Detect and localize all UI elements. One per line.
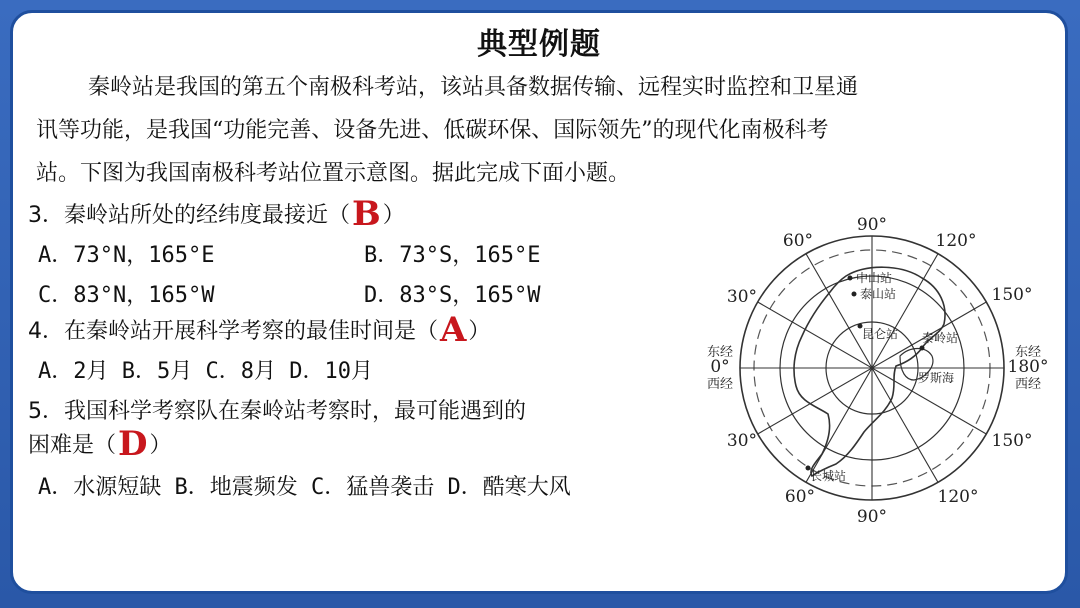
- intro-paragraph: [36, 66, 1036, 195]
- question-4-stem: 4．在秦岭站开展科学考察的最佳时间是（A）: [28, 310, 491, 350]
- question-4-options: A．2月 B．5月 C．8月 D．10月: [38, 359, 373, 384]
- intro-line-2: 讯等功能，是我国“功能完善、设备先进、低碳环保、国际领先”的现代化南极科考: [36, 118, 829, 143]
- antarctic-station-map: [696, 206, 1056, 530]
- lon-label-upper-right: 150°: [991, 285, 1033, 305]
- svg-text:秦岭站: 秦岭站: [922, 331, 959, 345]
- lon-label-lower-left: 30°: [726, 431, 758, 451]
- question-5-stem-line-1: 5．我国科学考察队在秦岭站考察时，最可能遇到的: [28, 399, 526, 424]
- station-kunlun: [858, 324, 899, 342]
- east-longitude-label-left: 东经: [706, 345, 734, 360]
- svg-text:长城站: 长城站: [810, 469, 847, 483]
- lon-label-bottom-right: 120°: [937, 487, 979, 507]
- lon-label-180: 180°: [1007, 357, 1049, 377]
- question-3-option-b: B．73°S，165°E: [364, 243, 541, 268]
- ross-sea-label: 罗斯海: [918, 371, 955, 385]
- station-changcheng: [806, 466, 847, 484]
- question-3-stem: 3．秦岭站所处的经纬度最接近（B）: [28, 194, 405, 234]
- question-3-option-a: A．73°N，165°E: [38, 243, 215, 268]
- station-qinling: [920, 330, 959, 351]
- page-title: 典型例题: [477, 27, 601, 62]
- question-5-options: A．水源短缺 B．地震频发 C．猛兽袭击 D．酷寒大风: [38, 475, 571, 500]
- lon-label-upper-left: 30°: [726, 287, 758, 307]
- lon-label-bottom: 90°: [856, 507, 888, 527]
- svg-text:泰山站: 泰山站: [860, 287, 897, 301]
- question-3-option-c: C．83°N，165°W: [38, 283, 215, 308]
- west-longitude-label-left: 西经: [706, 377, 734, 392]
- east-longitude-label-right: 东经: [1014, 345, 1042, 360]
- west-longitude-label-right: 西经: [1014, 377, 1042, 392]
- intro-line-1: 秦岭站是我国的第五个南极科考站，该站具备数据传输、远程实时监控和卫星通: [88, 75, 859, 100]
- intro-line-3: 站。下图为我国南极科考站位置示意图。据此完成下面小题。: [36, 161, 631, 186]
- question-5-answer: D: [118, 424, 148, 464]
- svg-text:昆仑站: 昆仑站: [862, 327, 899, 341]
- lon-label-top-right: 120°: [935, 231, 977, 251]
- question-4-answer: A: [440, 310, 467, 350]
- lon-label-top: 90°: [856, 215, 888, 235]
- question-5-stem-line-2: 困难是（D）: [28, 424, 172, 464]
- station-taishan: [852, 286, 897, 301]
- question-3-answer: B: [352, 194, 381, 234]
- question-3-option-d: D．83°S，165°W: [364, 283, 541, 308]
- lon-label-bottom-left: 60°: [784, 487, 816, 507]
- lon-label-lower-right: 150°: [991, 431, 1033, 451]
- lon-label-top-left: 60°: [782, 231, 814, 251]
- lon-label-zero: 0°: [710, 357, 730, 377]
- svg-text:中山站: 中山站: [856, 271, 893, 285]
